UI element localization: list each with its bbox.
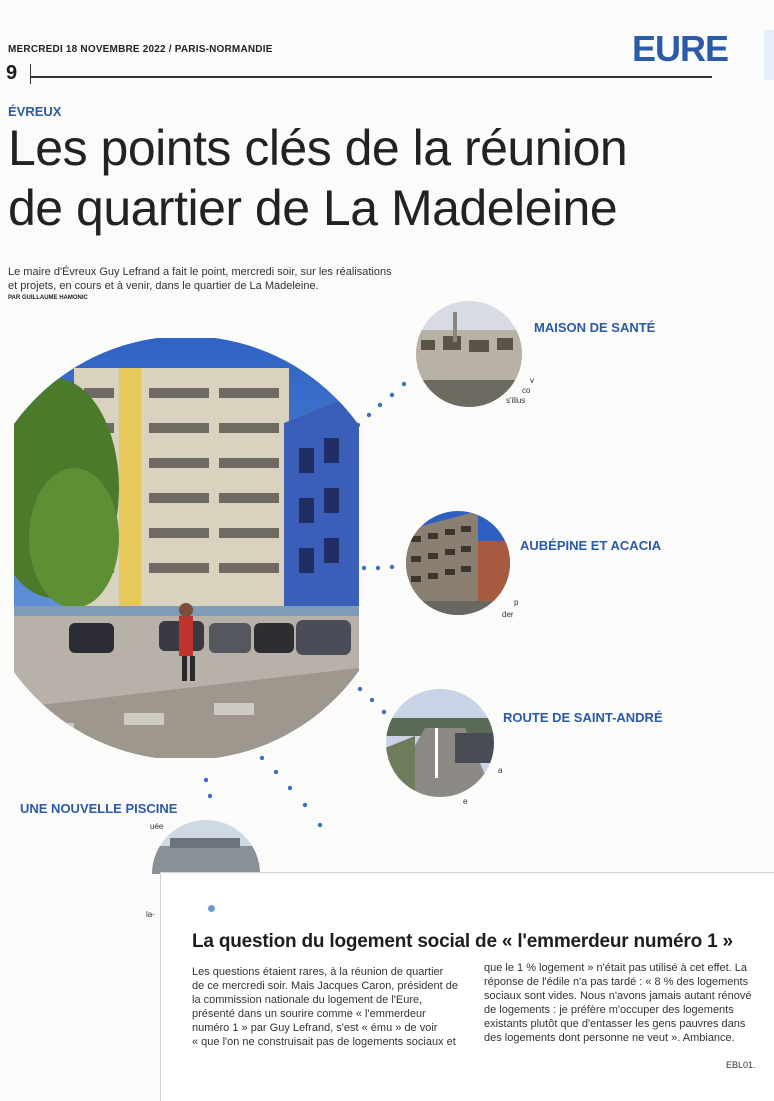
- maison-de-sante-photo: [413, 300, 525, 408]
- col2-line: existants plutôt que d'entasser les gens pauvres dans: [484, 1018, 746, 1030]
- aubepine-acacia-photo: [403, 511, 513, 616]
- dateline: MERCREDI 18 NOVEMBRE 2022 / PARIS-NORMANDIE: [8, 44, 273, 55]
- col1-line: la commission nationale du logement de l'Eure,: [192, 994, 423, 1006]
- col2-line: que le 1 % logement » n'était pas utilisé à cet effet. La: [484, 962, 748, 974]
- aubepine-acacia-label: AUBÉPINE ET ACACIA: [520, 538, 662, 553]
- headline-line-1: Les points clés de la réunion: [8, 120, 628, 176]
- col1-line: présenté dans un sourire comme « l'emmerdeur: [192, 1008, 426, 1020]
- piscine-fragment-2: la-: [146, 910, 155, 919]
- route-saint-andre-label: ROUTE DE SAINT-ANDRÉ: [503, 710, 663, 725]
- box-column-2: [484, 961, 756, 1045]
- standfirst-line-2: et projets, en cours et à venir, dans le quartier de La Madeleine.: [8, 280, 319, 292]
- maison-fragment-2: co: [522, 386, 531, 395]
- maison-fragment-1: v: [530, 376, 534, 385]
- aubepine-fragment-2: der: [502, 610, 514, 619]
- piscine-fragment-1: uée: [150, 822, 164, 831]
- box-column-1: [192, 965, 468, 1049]
- col2-line: des logements dont personne ne veut ». Ambiance.: [484, 1032, 735, 1044]
- route-saint-andre-photo: [385, 688, 495, 798]
- byline: PAR GUILLAUME HAMONIC: [8, 295, 88, 301]
- route-fragment-1: a: [498, 766, 503, 775]
- col2-line: réponse de l'édile n'a pas tardé : « 8 % des logements: [484, 976, 749, 988]
- standfirst-line-1: Le maire d'Évreux Guy Lefrand a fait le point, mercredi soir, sur les réalisations: [8, 266, 392, 278]
- aubepine-fragment-1: p: [514, 598, 519, 607]
- maison-de-sante-label: MAISON DE SANTÉ: [534, 320, 656, 335]
- col2-line: sociaux sont vides. Nous n'avons jamais autant rénové: [484, 990, 752, 1002]
- maison-fragment-3: s'illus: [506, 396, 526, 405]
- decorative-dot: [208, 905, 215, 912]
- col1-line: numéro 1 » par Guy Lefrand, s'est « ému » de voir: [192, 1022, 438, 1034]
- page-number: 9: [6, 62, 18, 84]
- signature-code: EBL01.: [726, 1060, 756, 1070]
- residential-building-photo: [14, 338, 359, 758]
- piscine-photo: [150, 818, 262, 874]
- col1-line: de ce mercredi soir. Mais Jacques Caron, président de: [192, 980, 458, 992]
- col1-line: « que l'on ne construisait pas de logements sociaux et: [192, 1036, 456, 1048]
- kicker: ÉVREUX: [8, 104, 62, 119]
- headline-line-2: de quartier de La Madeleine: [8, 180, 618, 236]
- col2-line: de logements : je préfère m'occuper des logements: [484, 1004, 734, 1016]
- col1-line: Les questions étaient rares, à la réunion de quartier: [192, 966, 444, 978]
- route-fragment-2: e: [463, 797, 468, 806]
- piscine-label: UNE NOUVELLE PISCINE: [20, 801, 178, 816]
- section-title: EURE: [632, 28, 729, 69]
- box-title: La question du logement social de « l'emmerdeur numéro 1 »: [192, 931, 733, 952]
